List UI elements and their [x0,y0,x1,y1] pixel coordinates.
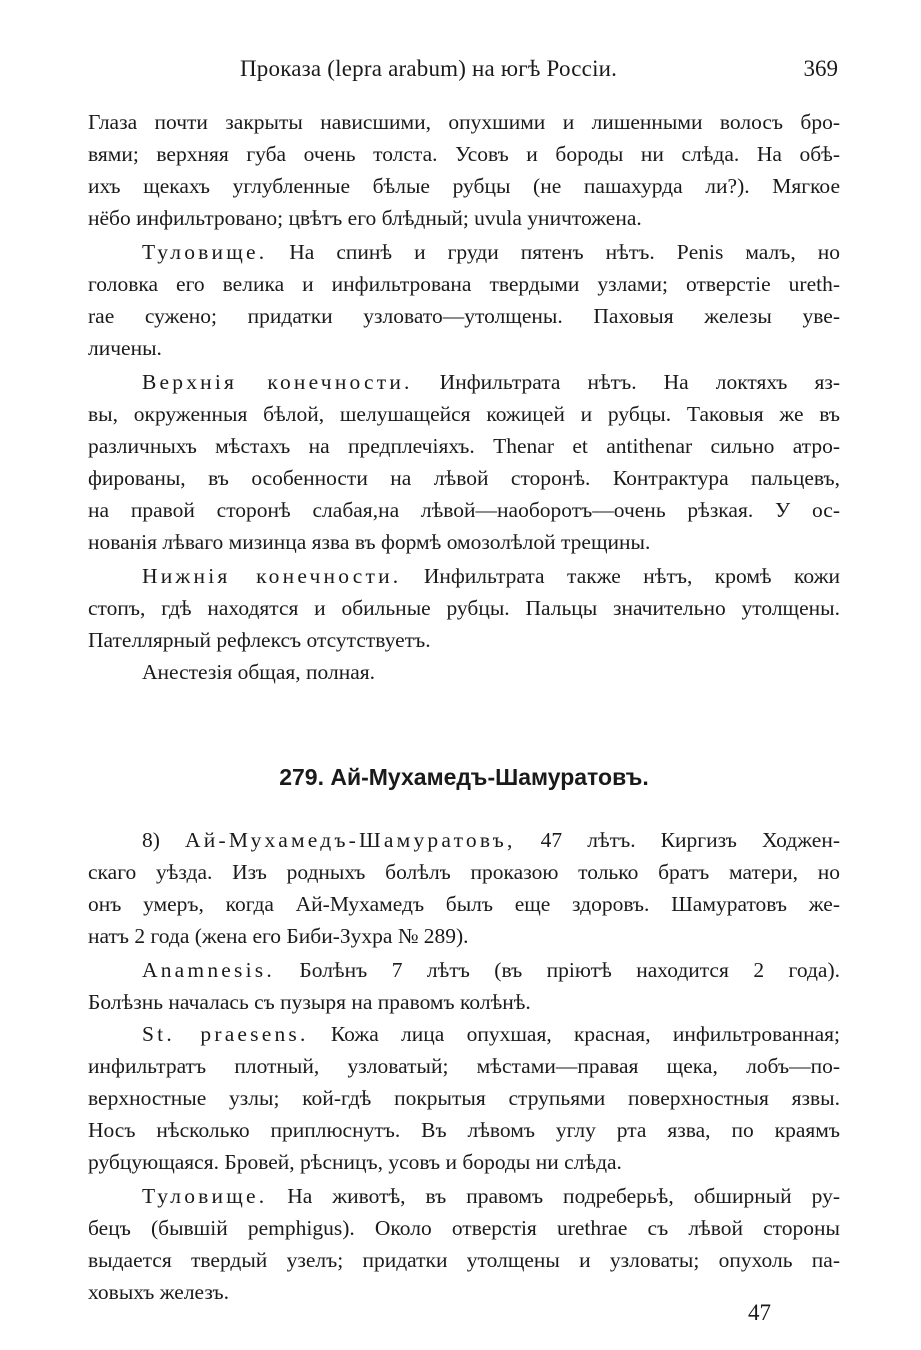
text-line: фированы, въ особенности на лѣвой сторонѣ. Контрактура пальцевъ, [88,466,840,490]
text-line: стопъ, гдѣ находятся и обильные рубцы. Пальцы значительно утолщены. [88,596,840,620]
text-line: Болѣзнь началась съ пузыря на правомъ колѣнѣ. [88,990,531,1014]
text-line: ховыхъ железъ. [88,1280,229,1304]
spaced-heading: Туловище. [142,240,268,264]
signature-mark: 47 [748,1300,771,1325]
paragraph-anesthesia [88,656,840,688]
running-head [88,52,840,86]
text-line: инфильтратъ плотный, узловатый; мѣстами—правая щека, лобъ—по- [88,1054,840,1078]
text-line: бецъ (бывшій pemphigus). Около отверстія urethrae съ лѣвой стороны [88,1216,840,1240]
text-line: 8) Ай-Мухамедъ-Шамуратовъ, 47 лѣтъ. Киргизъ Ходжен- [142,828,840,852]
paragraph-anamnesis [88,954,840,1018]
text-line: головка его велика и инфильтрована твердыми узлами; отверстіе ureth- [88,272,840,296]
paragraph-eyes [88,106,840,234]
text-line: ихъ щекахъ углубленные бѣлые рубцы (не пашахурда ли?). Мягкое [88,174,840,198]
text-line: Анестезія общая, полная. [142,660,376,684]
text-line: вы, окруженныя бѣлой, шелушащейся кожицей и рубцы. Таковыя же въ [88,402,840,426]
spaced-heading: Туловище. [142,1184,268,1208]
text-line: Пателлярный рефлексъ отсутствуетъ. [88,628,431,652]
section-heading: 279. Ай-Мухамедъ-Шамуратовъ. [279,764,649,790]
text-line: натъ 2 года (жена его Биби-Зухра № 289). [88,924,469,948]
text-line: Носъ нѣсколько приплюснутъ. Въ лѣвомъ углу рта язва, по краямъ [88,1118,840,1142]
text-line: вями; верхняя губа очень толста. Усовъ и бороды ни слѣда. На обѣ- [88,142,840,166]
paragraph-patient-intro [88,824,840,952]
page-number: 369 [803,56,838,81]
text-line: различныхъ мѣстахъ на предплечіяхъ. Thenar et antithenar сильно атро- [88,434,840,458]
text-line: Туловище. На спинѣ и груди пятенъ нѣтъ. Penis малъ, но [142,240,840,264]
text-line: Верхнія конечности. Инфильтрата нѣтъ. На локтяхъ яз- [142,370,840,394]
text-line: рубцующаяся. Бровей, рѣсницъ, усовъ и бороды ни слѣда. [88,1150,622,1174]
text-line: онъ умеръ, когда Ай-Мухамедъ былъ еще здоровъ. Шамуратовъ же- [88,892,840,916]
text-line: верхностные узлы; кой-гдѣ покрытыя струпьями поверхностныя язвы. [88,1086,840,1110]
text-line: на правой сторонѣ слабая,на лѣвой—наоборотъ—очень рѣзкая. У ос- [88,498,840,522]
spaced-heading: Нижнія конечности. [142,564,402,588]
spaced-heading: Верхнія конечности. [142,370,413,394]
text-line: rae сужено; придатки узловато—утолщены. Паховыя железы уве- [88,304,840,328]
text-line: нованія лѣваго мизинца язва въ формѣ омозолѣлой трещины. [88,530,651,554]
text-line: личены. [88,336,162,360]
text-line: скаго уѣзда. Изъ родныхъ болѣлъ проказою только братъ матери, но [88,860,840,884]
text-line: нёбо инфильтровано; цвѣтъ его блѣдный; uvula уничтожена. [88,206,642,230]
paragraph-upper-limbs [88,366,840,558]
text-line: выдается твердый узелъ; придатки утолщены и узловаты; опухоль па- [88,1248,840,1272]
text-line: St. praesens. Кожа лица опухшая, красная, инфильтрованная; [142,1022,841,1046]
paragraph-torso [88,236,840,364]
spaced-heading: St. praesens. [142,1022,309,1046]
paragraph-lower-limbs [88,560,840,656]
text-line: Туловище. На животѣ, въ правомъ подреберьѣ, обширный ру- [142,1184,840,1208]
paragraph-status-praesens [88,1018,840,1178]
text-line: Нижнія конечности. Инфильтрата также нѣтъ, кромѣ кожи [142,564,840,588]
spaced-heading: Anamnesis. [142,958,275,982]
paragraph-torso-2 [88,1180,840,1308]
running-title: Проказа (lepra arabum) на югѣ Россіи. [240,56,618,81]
spaced-heading: Ай-Мухамедъ-Шамуратовъ, [185,828,516,852]
text-line: Глаза почти закрыты нависшими, опухшими и лишенными волосъ бро- [88,110,840,134]
text-line: Anamnesis. Болѣнъ 7 лѣтъ (въ пріютѣ находится 2 года). [142,958,840,982]
